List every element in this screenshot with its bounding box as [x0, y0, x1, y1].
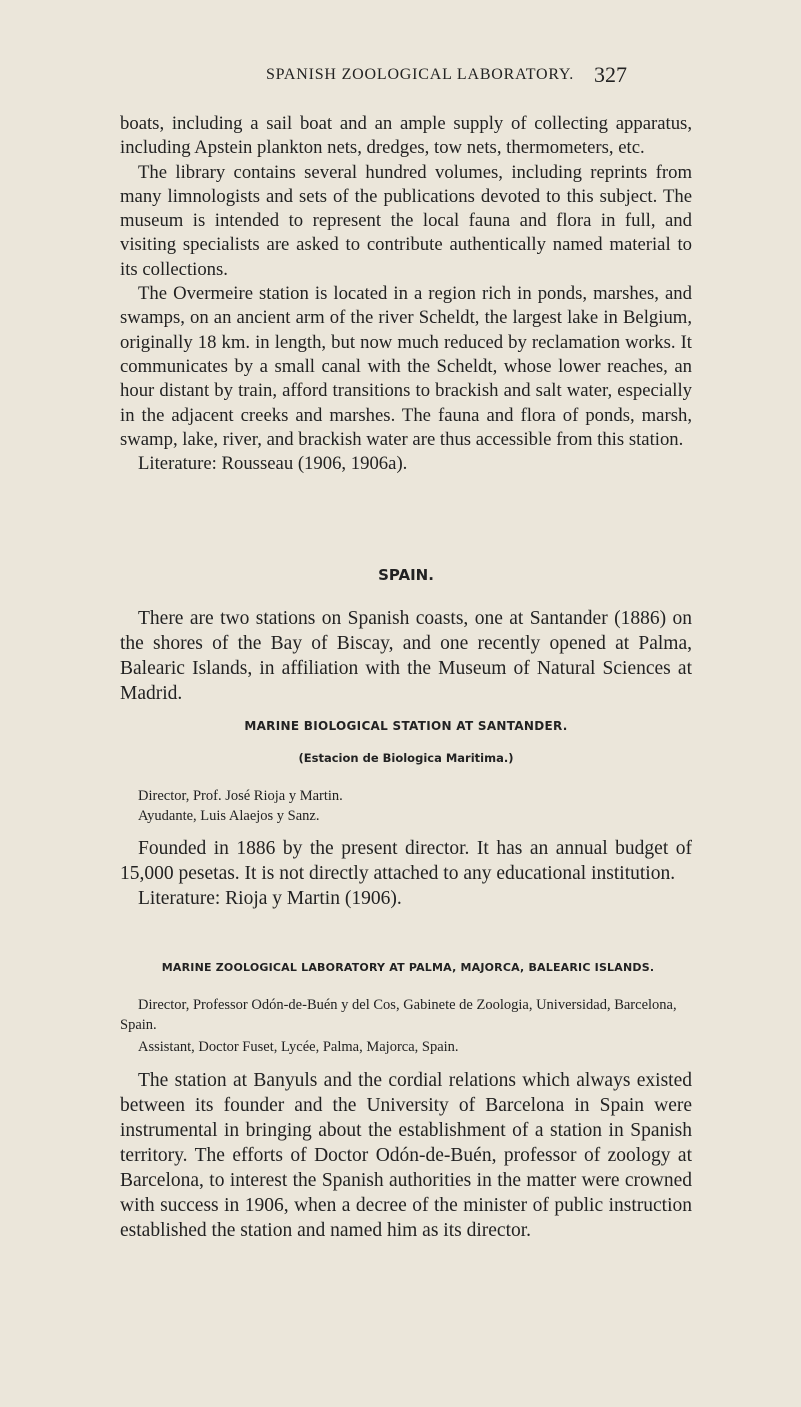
section-santander [120, 786, 692, 826]
paragraph-collecting-apparatus: boats, including a sail boat and an ample supply of collecting apparatus, including Apstein plankton nets, dredges, tow nets, thermometers, etc. [120, 113, 692, 159]
section-palma-text [120, 1068, 692, 1243]
santander-director: Director, Prof. José Rioja y Martin. [138, 788, 343, 804]
heading-spain: SPAIN. [378, 566, 434, 584]
paragraph-palma-history: The station at Banyuls and the cordial relations which always existed between its founder and the University of Barcelona in Spain were instrumental in bringing about the establishment of a station in Spanish territory. The efforts of Doctor Odón-de-Buén, professor of zoology at Barcelona, to interest the Spanish authorities in the matter were crowned with success in 1906, when a decree of the minister of public instruction established the station and named him as its director. [120, 1070, 692, 1241]
palma-director: Director, Professor Odón-de-Buén y del Cos, Gabinete de Zoologia, Universidad, Barcelona, Spain. [120, 997, 677, 1033]
santander-assistant: Ayudante, Luis Alaejos y Sanz. [138, 808, 320, 824]
palma-assistant: Assistant, Doctor Fuset, Lycée, Palma, Majorca, Spain. [138, 1039, 459, 1055]
paragraph-literature-rousseau: Literature: Rousseau (1906, 1906a). [138, 453, 408, 475]
section-palma-staff [120, 995, 692, 1057]
page-number: 327 [594, 62, 627, 87]
paragraph-library: The library contains several hundred volumes, including reprints from many limnologists and sets of the publications devoted to this subject. The museum is intended to represent the local fauna and flora in full, and visiting specialists are asked to contribute authentically named material to its collections. [120, 161, 692, 280]
paragraph-literature-rioja: Literature: Rioja y Martin (1906). [138, 888, 402, 909]
paragraph-santander-founded: Founded in 1886 by the present director. It has an annual budget of 15,000 pesetas. It is not directly attached to any educational institution. [120, 838, 692, 884]
paragraph-overmeire: The Overmeire station is located in a region rich in ponds, marshes, and swamps, on an ancient arm of the river Scheldt, the largest lake in Belgium, originally 18 km. in length, but now much reduced by reclamation works. It communicates by a small canal with the Scheldt, whose lower reaches, an hour distant by train, afford transitions to brackish and salt water, especially in the adjacent creeks and marshes. The fauna and flora of ponds, marsh, swamp, lake, river, and brackish water are thus accessible from this station. [120, 283, 692, 450]
paragraph-spanish-stations: There are two stations on Spanish coasts, one at Santander (1886) on the shores of the Bay of Biscay, and one recently opened at Palma, Balearic Islands, in affiliation with the Museum of Natural Sciences at Madrid. [120, 608, 692, 704]
heading-palma: MARINE ZOOLOGICAL LABORATORY AT PALMA, MAJORCA, BALEARIC ISLANDS. [161, 961, 655, 974]
subheading-santander: (Estacion de Biologica Maritima.) [298, 751, 514, 765]
section-belgium-continued [120, 112, 692, 476]
running-head: SPANISH ZOOLOGICAL LABORATORY. [265, 66, 575, 83]
section-santander-text [120, 836, 692, 911]
heading-santander: MARINE BIOLOGICAL STATION AT SANTANDER. [244, 719, 568, 733]
section-spain-intro [120, 606, 692, 706]
